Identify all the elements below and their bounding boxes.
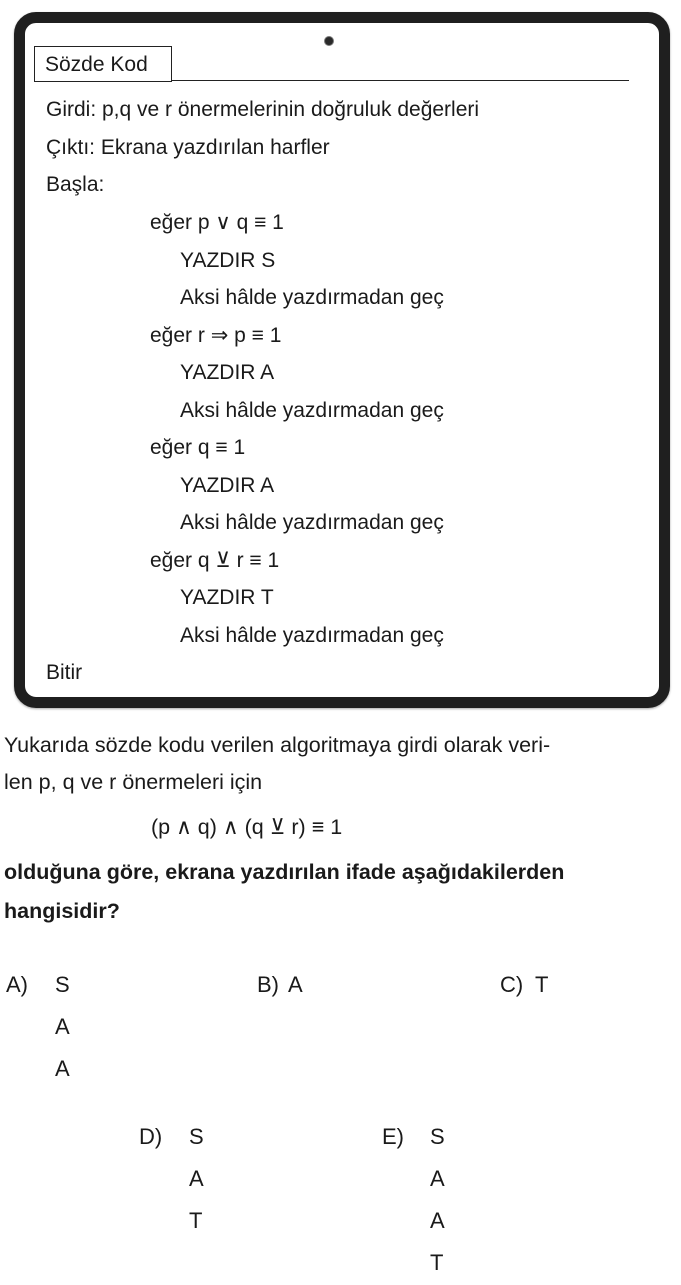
option-e-line-2: A <box>430 1166 445 1191</box>
code-condition-3: eğer q ≡ 1 <box>150 436 246 459</box>
option-d-label[interactable]: D) <box>139 1124 163 1149</box>
option-d-line-2: A <box>189 1166 204 1191</box>
code-start-line: Başla: <box>46 173 105 196</box>
option-d-line-3: T <box>189 1208 203 1233</box>
code-input-line: Girdi: p,q ve r önermelerinin doğruluk değerleri <box>46 98 480 121</box>
code-else-4: Aksi hâlde yazdırmadan geç <box>180 624 444 647</box>
code-action-1: YAZDIR S <box>180 249 276 272</box>
code-title-rule <box>172 80 629 81</box>
question-line-2: len p, q ve r önermeleri için <box>4 770 263 794</box>
code-else-3: Aksi hâlde yazdırmadan geç <box>180 511 444 534</box>
option-b-label[interactable]: B) <box>257 972 279 997</box>
code-condition-1: eğer p ∨ q ≡ 1 <box>150 211 284 234</box>
option-c-label[interactable]: C) <box>500 972 524 997</box>
code-end-line: Bitir <box>46 661 83 684</box>
code-action-2: YAZDIR A <box>180 361 275 384</box>
option-d-line-1: S <box>189 1124 204 1149</box>
code-title: Sözde Kod <box>45 53 148 76</box>
code-condition-4: eğer q ⊻ r ≡ 1 <box>150 549 280 572</box>
code-output-line: Çıktı: Ekrana yazdırılan harfler <box>46 136 330 159</box>
option-e-label[interactable]: E) <box>382 1124 404 1149</box>
option-e-line-1: S <box>430 1124 445 1149</box>
code-else-2: Aksi hâlde yazdırmadan geç <box>180 399 444 422</box>
option-c-line-1: T <box>535 972 549 997</box>
question-bold-line-2: hangisidir? <box>4 899 120 923</box>
camera-dot <box>324 36 334 46</box>
option-a-label[interactable]: A) <box>6 972 28 997</box>
code-else-1: Aksi hâlde yazdırmadan geç <box>180 286 444 309</box>
option-b-line-1: A <box>288 972 303 997</box>
option-e-line-3: A <box>430 1208 445 1233</box>
question-line-1: Yukarıda sözde kodu verilen algoritmaya girdi olarak veri- <box>4 733 551 757</box>
question-bold-line-1: olduğuna göre, ekrana yazdırılan ifade aşağıdakilerden <box>4 860 565 884</box>
code-action-3: YAZDIR A <box>180 474 275 497</box>
question-formula: (p ∧ q) ∧ (q ⊻ r) ≡ 1 <box>151 815 343 839</box>
option-e-line-4: T <box>430 1250 444 1275</box>
option-a-line-3: A <box>55 1056 70 1081</box>
code-condition-2: eğer r ⇒ p ≡ 1 <box>150 324 282 347</box>
option-a-line-1: S <box>55 972 70 997</box>
option-a-line-2: A <box>55 1014 70 1039</box>
code-action-4: YAZDIR T <box>180 586 274 609</box>
